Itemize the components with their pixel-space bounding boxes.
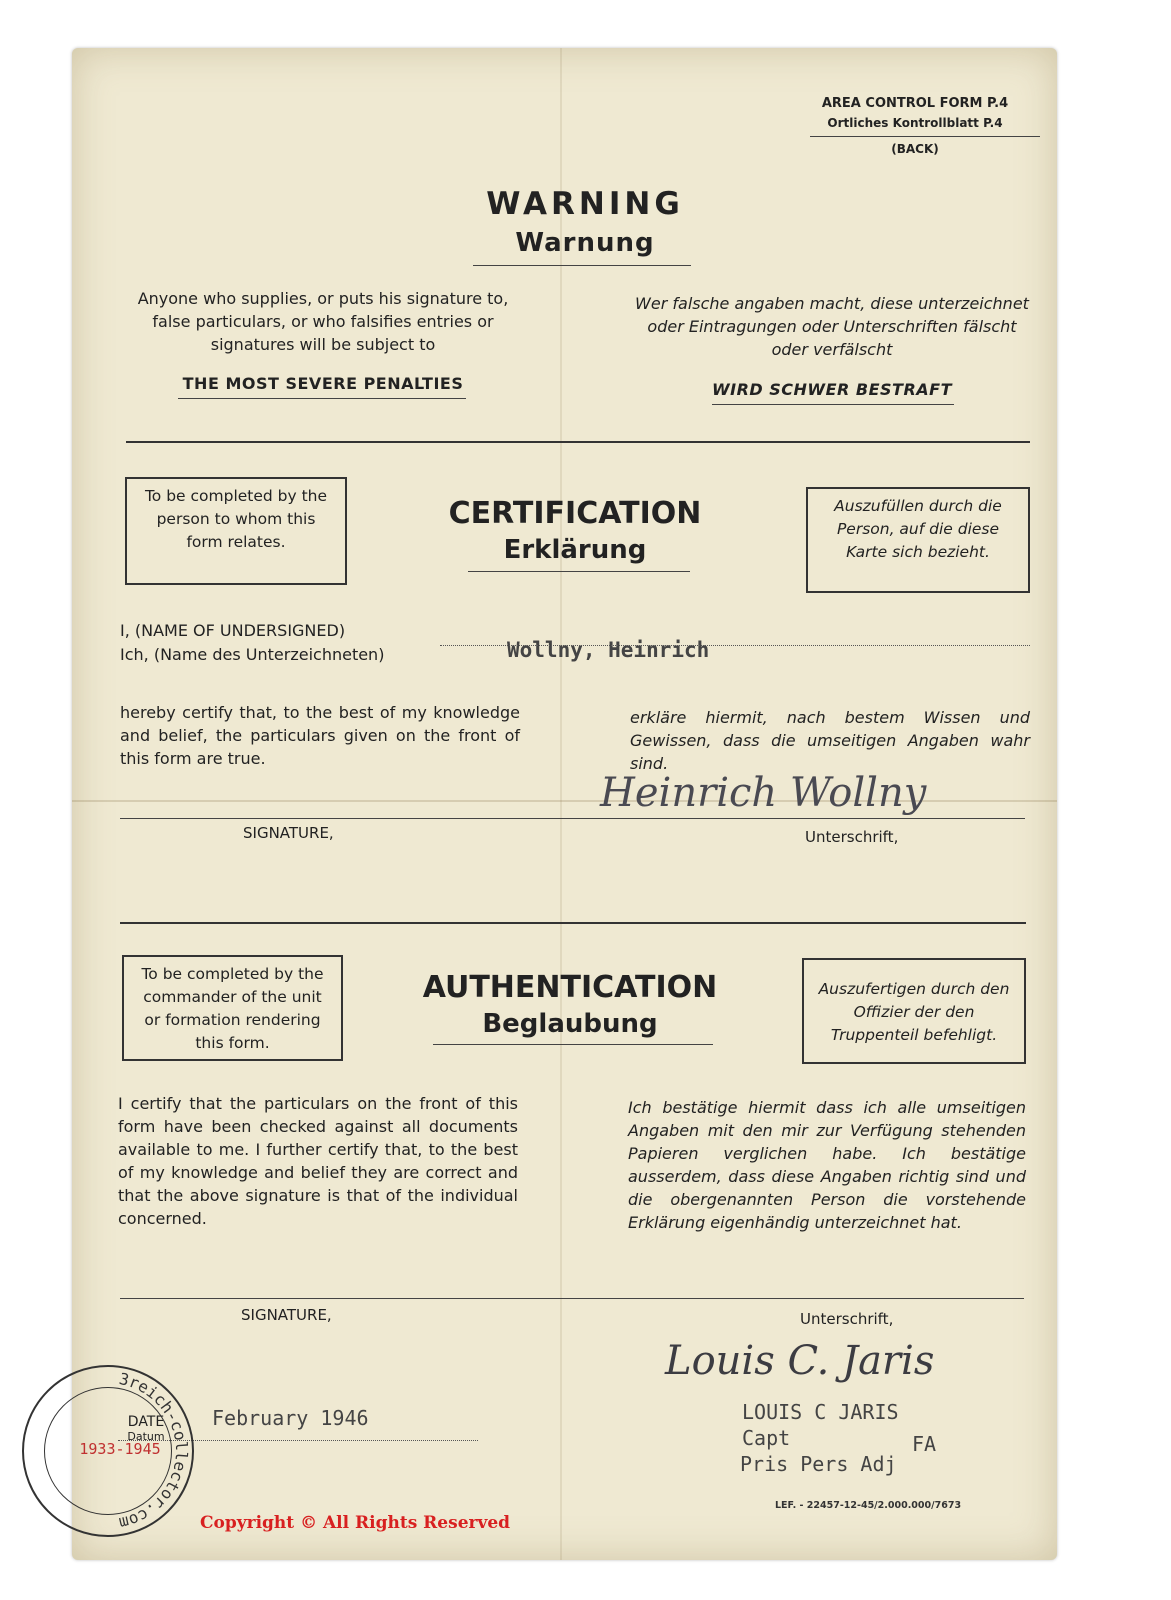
warning-text-en: Anyone who supplies, or puts his signature to, false particulars, or who falsifies entries or signatures will be subject to [137, 289, 509, 354]
warning-text-de: Wer falsche angaben macht, diese unterzeichnet oder Eintragungen oder Unterschriften fälscht oder verfälscht [635, 294, 1029, 359]
certification-title-de: Erklärung [503, 535, 647, 565]
copyright-notice: Copyright © All Rights Reserved [200, 1513, 511, 1533]
authentication-title-de: Beglaubung [482, 1009, 658, 1039]
certification-signature: Heinrich Wollny [600, 770, 927, 816]
form-side: (BACK) [891, 142, 939, 156]
authentication-signature-label: SIGNATURE, [241, 1306, 332, 1324]
authentication-text-en: I certify that the particulars on the front of this form have been checked against all documents available to me. I further certify that, to the best of my knowledge and belief they are correct and that the above signature is that of the individual concerned. [118, 1094, 518, 1228]
warning-penalty-en: THE MOST SEVERE PENALTIES [182, 374, 464, 393]
name-label: I, (NAME OF UNDERSIGNED) [120, 621, 346, 640]
certification-underline [468, 571, 690, 572]
authentication-box-en: To be completed by the commander of the unit or formation rendering this form. [122, 955, 343, 1061]
officer-name: LOUIS C JARIS [742, 1400, 899, 1424]
stamp-site-text: 3reich-collector.com [117, 1368, 192, 1534]
fold-line-vertical [560, 48, 562, 1560]
authentication-box-de: Auszufertigen durch den Offizier der den Truppenteil befehligt. [802, 958, 1026, 1064]
name-label-de: Ich, (Name des Unterzeichneten) [120, 645, 385, 664]
section-divider [126, 441, 1030, 443]
print-code: LEF. - 22457-12-45/2.000.000/7673 [775, 1500, 962, 1511]
section-divider-2 [120, 922, 1026, 924]
authentication-text-de: Ich bestätige hiermit dass ich alle umseitigen Angaben mit den mir zur Verfügung stehenden Papieren verglichen habe. Ich bestätige ausserdem, dass diese Angaben richtig sind und die obergenannten Person die vorstehende Erklärung eigenhändig unterzeichnet hat. [628, 1098, 1026, 1232]
certification-title: CERTIFICATION [448, 496, 702, 531]
certification-signature-label-de: Unterschrift, [805, 828, 899, 846]
authentication-signature: Louis C. Jaris [665, 1338, 935, 1384]
officer-rank: Capt [742, 1426, 791, 1450]
warning-title: WARNING [486, 186, 684, 222]
certification-text-en: hereby certify that, to the best of my knowledge and belief, the particulars given on the front of this form are true. [120, 703, 520, 768]
certification-box-en: To be completed by the person to whom this form relates. [125, 477, 347, 585]
date-label: DATE [127, 1414, 165, 1430]
name-dotted-line [440, 645, 1030, 646]
header-underline [810, 136, 1040, 137]
warning-underline [473, 265, 691, 266]
officer-branch: FA [912, 1432, 937, 1456]
authentication-underline [433, 1044, 713, 1045]
certification-signature-line [120, 818, 1025, 819]
name-value: Wollny, Heinrich [507, 638, 710, 662]
date-value: February 1946 [212, 1406, 369, 1430]
certification-signature-label: SIGNATURE, [243, 824, 334, 842]
penalty-de-underline [712, 404, 954, 405]
form-title: AREA CONTROL FORM P.4 [821, 96, 1009, 111]
warning-penalty-de: WIRD SCHWER BESTRAFT [711, 380, 952, 399]
date-label-de: Datum [127, 1430, 165, 1443]
stamp-years: 1933-1945 [79, 1440, 161, 1458]
authentication-title: AUTHENTICATION [422, 970, 718, 1005]
warning-title-de: Warnung [515, 228, 655, 258]
authentication-signature-line [120, 1298, 1024, 1299]
certification-box-de: Auszufüllen durch die Person, auf die diese Karte sich bezieht. [806, 487, 1030, 593]
authentication-signature-label-de: Unterschrift, [800, 1310, 894, 1328]
penalty-en-underline [178, 398, 466, 399]
form-title-de: Ortliches Kontrollblatt P.4 [827, 116, 1003, 130]
certification-text-de: erkläre hiermit, nach bestem Wissen und Gewissen, dass die umseitigen Angaben wahr sind. [630, 708, 1030, 773]
officer-role: Pris Pers Adj [740, 1452, 897, 1476]
